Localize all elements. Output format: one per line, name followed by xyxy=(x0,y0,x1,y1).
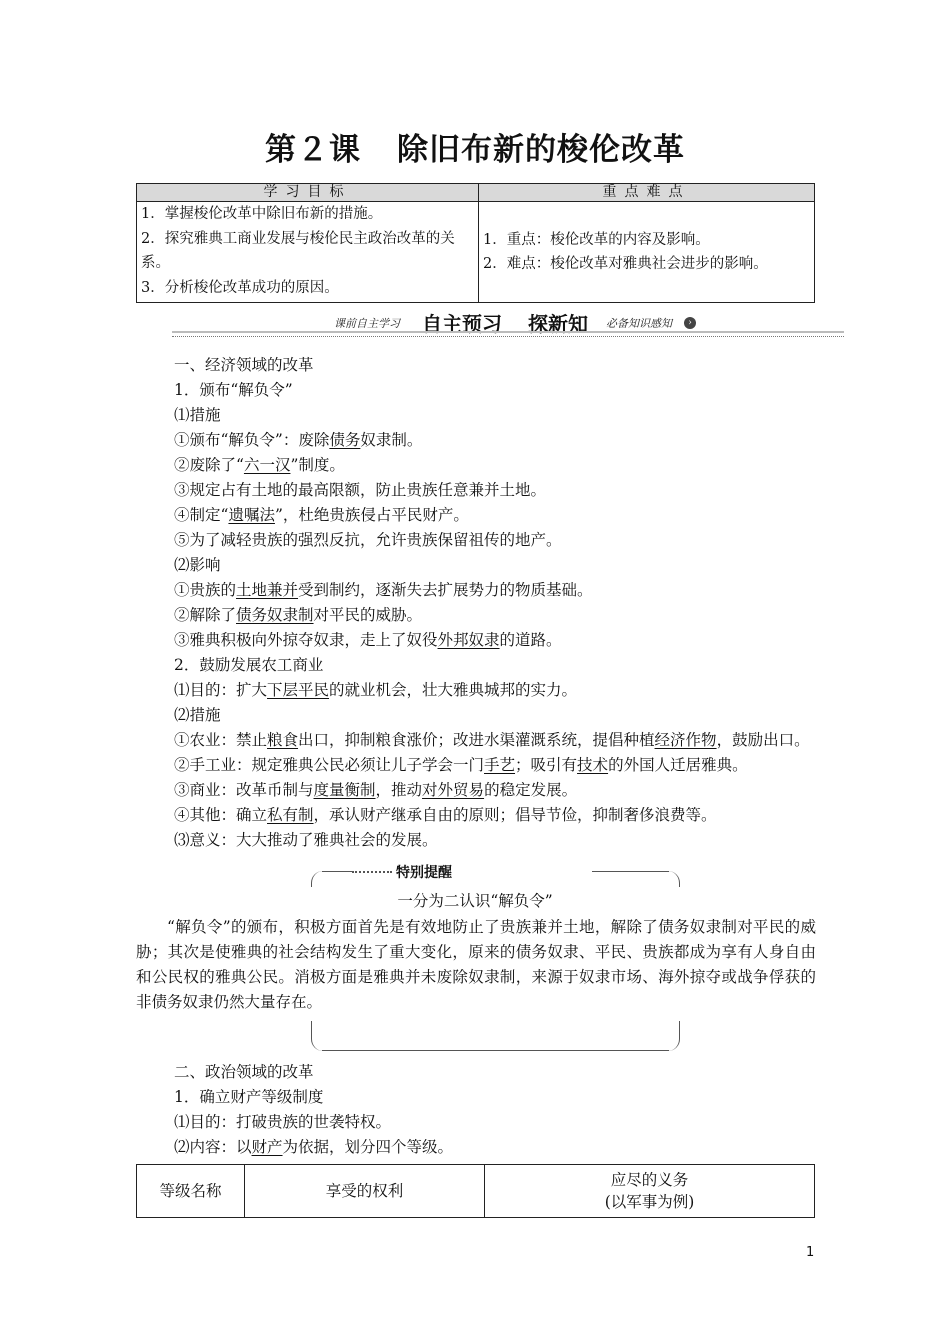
subheading: 1．颁布“解负令” xyxy=(174,381,293,399)
grade-col-name: 等级名称 xyxy=(137,1165,245,1218)
banner-rule xyxy=(172,331,844,337)
list-item: ⑶意义：大大推动了雅典社会的发展。 xyxy=(174,831,438,849)
list-item: ②解除了债务奴隶制对平民的威胁。 xyxy=(174,606,423,624)
list-item: ⑤为了减轻贵族的强烈反抗，允许贵族保留祖传的地产。 xyxy=(174,531,562,549)
banner-title-right: 探新知 xyxy=(528,312,588,336)
goals-cell xyxy=(137,202,479,303)
section-political xyxy=(174,1060,834,1160)
blank-answer: 技术 xyxy=(577,756,609,774)
grade-col-rights: 享受的权利 xyxy=(245,1165,485,1218)
note-title: 一分为二认识“解负令” xyxy=(397,892,553,910)
list-item: ③商业：改革币制与度量衡制，推动对外贸易的稳定发展。 xyxy=(174,781,578,799)
list-item: ②废除了“六一汉”制度。 xyxy=(174,456,345,474)
banner-arrow-icon: › xyxy=(684,317,696,329)
subheading: 1．确立财产等级制度 xyxy=(174,1088,324,1106)
list-item: ④制定“遗嘱法”，杜绝贵族侵占平民财产。 xyxy=(174,506,469,524)
list-item: ①颁布“解负令”：废除债务奴隶制。 xyxy=(174,431,423,449)
banner-right-caption: 必备知识感知 xyxy=(606,317,672,330)
blank-answer: 债务 xyxy=(329,431,361,449)
goals-header: 学习目标 xyxy=(137,184,479,202)
blank-answer: 财产 xyxy=(251,1138,283,1156)
list-item: ⑴目的：打破贵族的世袭特权。 xyxy=(174,1113,392,1131)
goals-table xyxy=(136,183,815,303)
goal-item: 3．分析梭伦改革成功的原因。 xyxy=(141,279,339,296)
note-label-text: 特别提醒 xyxy=(396,865,452,881)
item-label: ⑴措施 xyxy=(174,406,221,424)
banner-left-caption: 课前自主学习 xyxy=(334,317,400,330)
list-item: ②手工业：规定雅典公民必须让儿子学会一门手艺；吸引有技术的外国人迁居雅典。 xyxy=(174,756,748,774)
keypoint-item: 2．难点：梭伦改革对雅典社会进步的影响。 xyxy=(483,256,768,272)
blank-answer: 度量衡制 xyxy=(313,781,376,799)
blank-answer: 私有制 xyxy=(267,806,314,824)
blank-answer: 债务奴隶制 xyxy=(236,606,314,624)
blank-answer: 遗嘱法 xyxy=(228,506,275,524)
blank-answer: 六一汉 xyxy=(243,456,291,474)
blank-answer: 经济作物 xyxy=(654,731,717,749)
note-body xyxy=(136,915,816,1015)
list-item: ③雅典积极向外掠夺奴隶，走上了奴役外邦奴隶的道路。 xyxy=(174,631,562,649)
keypoint-item: 1．重点：梭伦改革的内容及影响。 xyxy=(483,231,710,248)
keypoints-cell xyxy=(479,202,815,303)
note-label xyxy=(352,864,592,880)
goal-item: 1．掌握梭伦改革中除旧布新的措施。 xyxy=(141,206,383,222)
section-heading: 二、政治领域的改革 xyxy=(174,1063,314,1081)
grade-col-duties: 应尽的义务 (以军事为例) xyxy=(485,1165,815,1218)
page-title xyxy=(0,124,950,169)
blank-answer: 土地兼并 xyxy=(236,581,299,599)
blank-answer: 对外贸易 xyxy=(422,781,485,799)
blank-answer: 外邦奴隶 xyxy=(437,631,500,649)
blank-answer: 下层平民 xyxy=(267,681,330,699)
list-item: ①贵族的土地兼并受到制约，逐渐失去扩展势力的物质基础。 xyxy=(174,581,593,599)
lesson-number: 第２课 xyxy=(265,132,361,168)
lesson-name: 除旧布新的梭伦改革 xyxy=(397,132,685,168)
note-dots xyxy=(352,871,392,873)
list-item: ④其他：确立私有制，承认财产继承自由的原则；倡导节俭，抑制奢侈浪费等。 xyxy=(174,806,717,824)
list-item: ⑵内容：以财产为依据，划分四个等级。 xyxy=(174,1138,454,1156)
goal-item: 2．探究雅典工商业发展与梭伦民主政治改革的关系。 xyxy=(141,230,455,271)
list-item: ①农业：禁止粮食出口，抑制粮食涨价；改进水渠灌溉系统，提倡种植经济作物，鼓励出口。 xyxy=(174,731,810,749)
list-item: ③规定占有土地的最高限额，防止贵族任意兼并土地。 xyxy=(174,481,547,499)
keypoints-header: 重点难点 xyxy=(479,184,815,202)
grade-table xyxy=(136,1164,815,1218)
blank-answer: 手艺 xyxy=(484,756,516,774)
note-paragraph: “解负令”的颁布，积极方面首先是有效地防止了贵族兼并土地，解除了债务奴隶制对平民的威胁；其次是使雅典的社会结构发生了重大变化，原来的债务奴隶、平民、贵族都成为享有人身自由和公民权的雅典公民。消极方面是雅典并未废除奴隶制，来源于奴隶市场、海外掠夺或战争俘获的非债务奴隶仍然大量存在。 xyxy=(136,918,816,1011)
page-number: 1 xyxy=(806,1245,815,1260)
item-label: ⑵影响 xyxy=(174,556,221,574)
blank-answer: 粮食 xyxy=(267,731,299,749)
section-banner xyxy=(172,311,844,337)
banner-title-left: 自主预习 xyxy=(422,312,502,336)
item-label: ⑵措施 xyxy=(174,706,221,724)
section-economic xyxy=(174,353,834,853)
subheading: 2．鼓励发展农工商业 xyxy=(174,656,324,674)
list-item: ⑴目的：扩大下层平民的就业机会，壮大雅典城邦的实力。 xyxy=(174,681,578,699)
section-heading: 一、经济领域的改革 xyxy=(174,356,314,374)
